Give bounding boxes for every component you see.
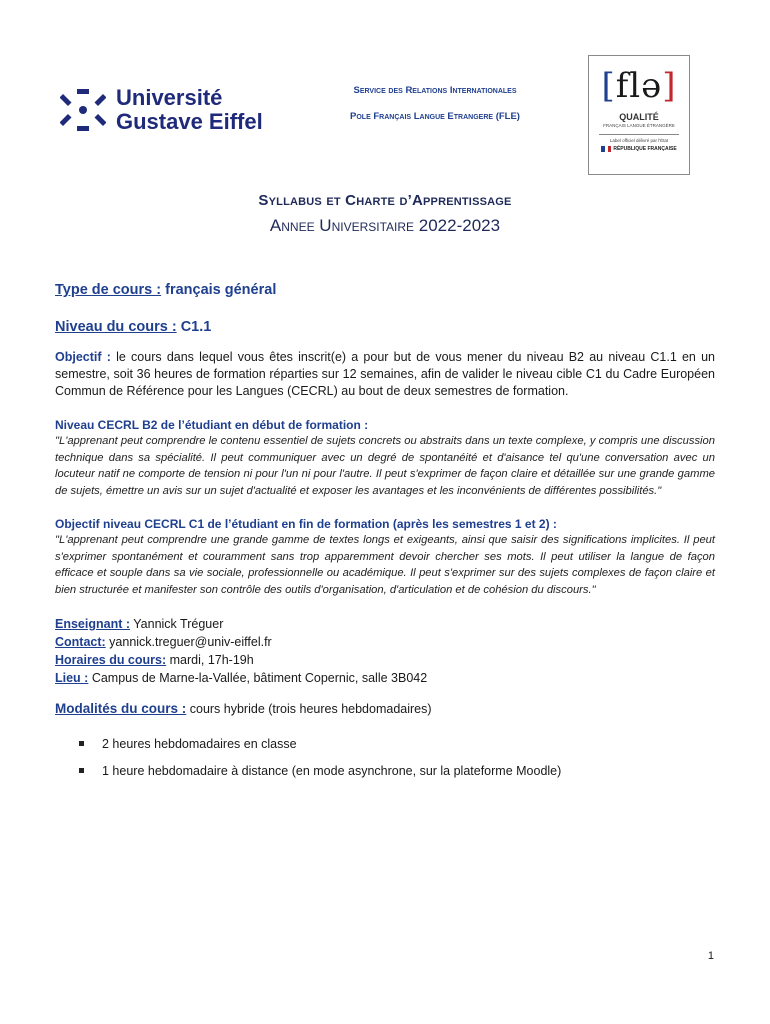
republic-line	[589, 146, 689, 152]
bullet-icon	[79, 768, 84, 773]
document-body	[55, 282, 715, 780]
service-line2: Pole Français Langue Etrangere (FLE)	[350, 111, 520, 122]
service-header	[300, 84, 570, 123]
modalities-row	[55, 701, 715, 716]
hours-value: mardi, 17h-19h	[166, 653, 254, 667]
bullet-icon	[79, 741, 84, 746]
modalities-label: Modalités du cours :	[55, 701, 187, 716]
course-type	[55, 282, 715, 298]
modalities-value: cours hybride (trois heures hebdomadaires)	[186, 702, 432, 716]
b2-heading: Niveau CECRL B2 de l’étudiant en début de formation :	[55, 418, 369, 432]
list-item-text: 2 heures hebdomadaires en classe	[102, 737, 297, 751]
course-info	[55, 615, 715, 687]
list-item-text: 1 heure hebdomadaire à distance (en mode asynchrone, sur la plateforme Moodle)	[102, 764, 562, 778]
objective-text: le cours dans lequel vous êtes inscrit(e) a pour but de vous mener du niveau B2 au niveau C1.1 en un semestre, soit 36 heures de formation réparties sur 12 semaines, afin de valider le niveau cible C1 du Cadre Européen Commun de Référence pour les Langues (CECRL) au bout de deux semestres de formation.	[55, 350, 715, 398]
teacher-label: Enseignant :	[55, 617, 131, 631]
hours-label: Horaires du cours:	[55, 653, 167, 667]
fle-bracket-right: ]	[662, 66, 677, 106]
teacher-value: Yannick Tréguer	[130, 617, 224, 631]
course-level	[55, 319, 715, 335]
university-logo	[60, 86, 263, 134]
teacher-row	[55, 615, 715, 633]
course-type-label: Type de cours :	[55, 282, 162, 298]
b2-description: "L'apprenant peut comprendre le contenu essentiel de sujets concrets ou abstraits dans un texte complexe, y compris une discussion technique dans sa spécialité. Il peut communiquer avec un degré de spontanéité et d'aisance tel qu'une conversation avec un locuteur natif ne comporte de tension ni pour l'un ni pour l'autre. Il peut s'exprimer de façon claire et détaillée sur une grande gamme de sujets, émettre un avis sur un sujet d'actualité et exposer les avantages et les inconvénients de différentes possibilités."	[55, 435, 715, 497]
university-name	[116, 86, 263, 134]
list-item	[55, 762, 715, 780]
fle-quality-label	[588, 55, 690, 175]
university-name-line2: Gustave Eiffel	[116, 109, 263, 134]
course-type-value: français général	[161, 282, 277, 298]
list-item	[55, 735, 715, 753]
university-emblem-icon	[60, 87, 106, 133]
objective-paragraph	[55, 349, 715, 400]
university-name-line1: Université	[116, 85, 223, 110]
place-row	[55, 669, 715, 687]
modalities-list	[55, 735, 715, 780]
document-title: Syllabus et Charte d’Apprentissage	[258, 192, 512, 209]
hours-row	[55, 651, 715, 669]
fle-quality-text: QUALITÉ	[619, 112, 659, 122]
place-value: Campus de Marne-la-Vallée, bâtiment Copernic, salle 3B042	[88, 671, 428, 685]
service-line1: Service des Relations Internationales	[353, 85, 517, 96]
fle-bracket-left: [	[601, 66, 616, 106]
contact-row	[55, 633, 715, 651]
fle-official-text: Label officiel délivré par l'État	[609, 138, 669, 143]
contact-email[interactable]: yannick.treguer@univ-eiffel.fr	[105, 635, 272, 649]
course-level-value: C1.1	[176, 319, 212, 335]
fle-brand-text: flə	[615, 66, 663, 106]
french-flag-icon	[601, 146, 611, 152]
c1-description: "L'apprenant peut comprendre une grande gamme de textes longs et exigeants, ainsi que saisir des significations implicites. Il peut s'exprimer spontanément et couramment sans trop apparemment devoir chercher ses mots. Il peut utiliser la langue de façon efficace et souple dans sa vie sociale, professionnelle ou académique. Il peut s'exprimer sur des sujets complexes de façon claire et bien structurée et manifester son contrôle des outils d'organisation, d'articulation et de cohésion du discours."	[55, 534, 715, 596]
academic-year: Annee Universitaire 2022-2023	[269, 216, 501, 235]
course-level-label: Niveau du cours :	[55, 319, 177, 335]
page-number: 1	[707, 950, 714, 962]
contact-label: Contact:	[55, 635, 106, 649]
fle-brand-logo	[589, 66, 689, 106]
place-label: Lieu :	[55, 671, 89, 685]
fle-divider	[599, 134, 679, 135]
c1-heading: Objectif niveau CECRL C1 de l’étudiant en fin de formation (après les semestres 1 et 2) :	[55, 517, 557, 531]
objective-label: Objectif :	[55, 350, 111, 364]
fle-subtitle: FRANÇAIS LANGUE ÉTRANGÈRE	[603, 123, 675, 128]
republic-text: RÉPUBLIQUE FRANÇAISE	[613, 146, 677, 152]
